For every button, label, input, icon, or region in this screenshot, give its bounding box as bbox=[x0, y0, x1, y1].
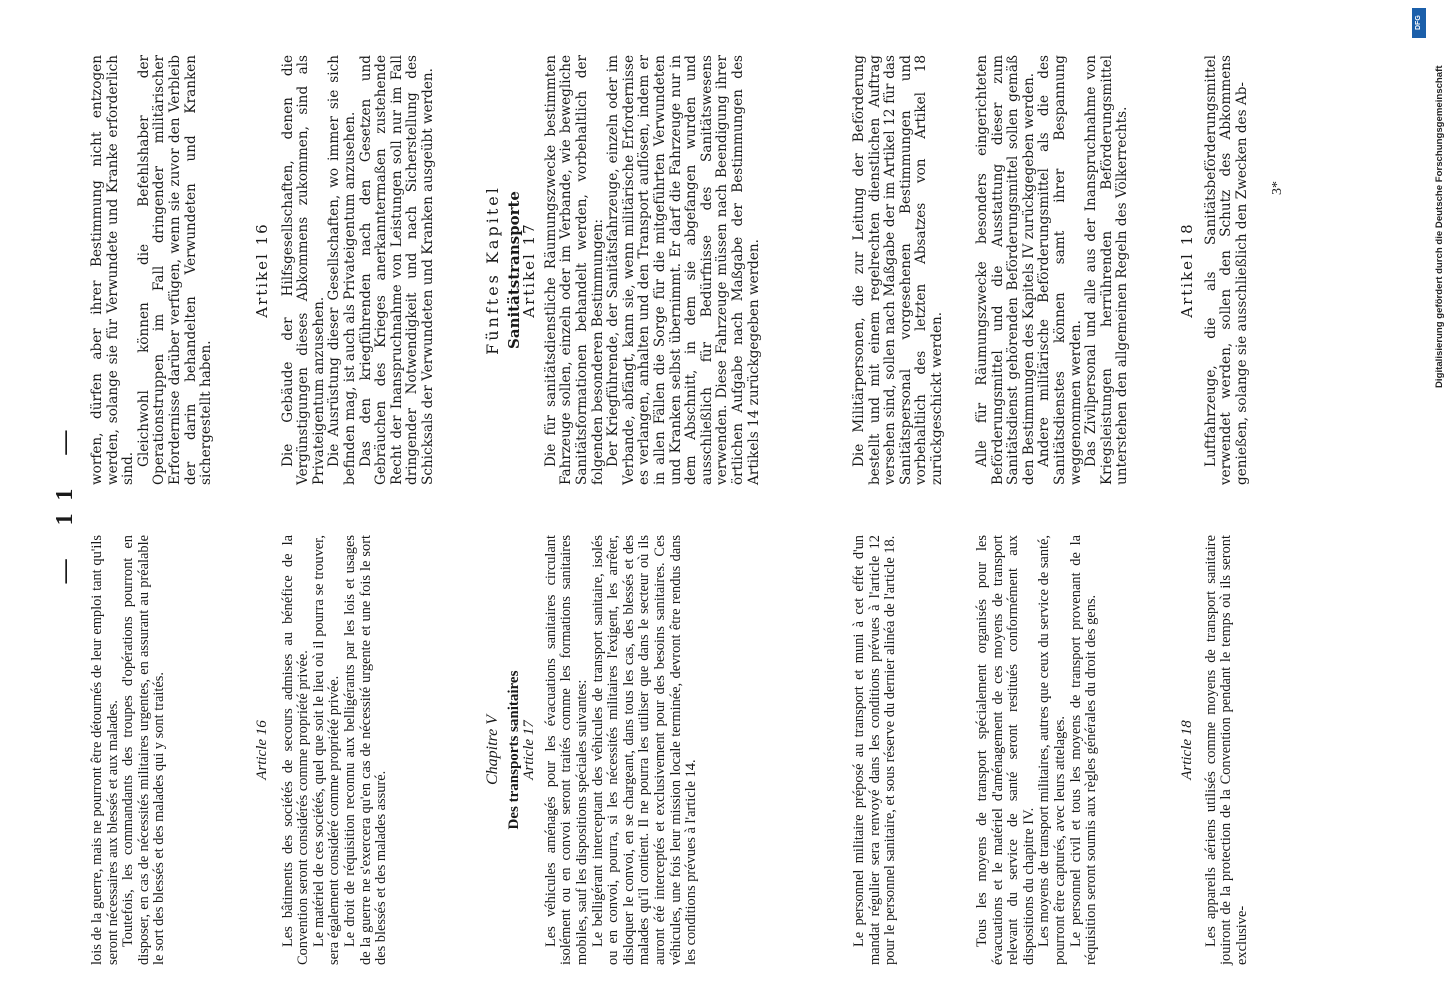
section-continuation bbox=[90, 25, 215, 975]
paragraph: lois de la guerre, mais ne pourront être détournés de leur emploi tant qu'ils seront nécessaires aux blessés et aux malades. bbox=[89, 535, 121, 965]
paragraph: Die Gebäude der Hilfsgesellschaften, denen die Vergünstigungen dieses Abkommens zukommen, sind als Privateigentum anzusehen. bbox=[279, 55, 327, 485]
paragraph: Le personnel militaire préposé au transport et muni à cet effet d'un mandat régulier sera renvoyé dans les conditions prévues à l'article 12 pour le personnel sanitaire, et sous réserve du dernier alinéa de l'article 18. bbox=[851, 535, 899, 965]
paragraph: Luftfahrzeuge, die als Sanitätsbeförderungsmittel verwendet werden, sollen den Schutz des Abkommens genießen, solange sie ausschließlich den Zwecken des Ab- bbox=[1202, 55, 1250, 485]
article-heading: Article 18 bbox=[1179, 720, 1195, 780]
paragraph: Die Militärpersonen, die zur Leitung der Beförderung bestellt und mit einem regelrechten dienstlichen Auftrag versehen sind, sollen nach Maßgabe der im Artikel 12 für das Sanitätspersonal vorgesehenen Bestimmungen und vorbehaltlich des letzten Absatzes von Artikel 18 zurückgeschickt werden. bbox=[851, 55, 945, 485]
french-column bbox=[852, 535, 946, 965]
french-column bbox=[90, 535, 215, 965]
page-number: — 11 — bbox=[52, 416, 78, 584]
paragraph: Le matériel de ces sociétés, quel que soit le lieu où il pourra se trouver, sera également considéré comme propriété privée. bbox=[310, 535, 343, 965]
paragraph: Le droit de réquisition reconnu aux belligérants par les lois et usages de la guerre ne s'exercera qu'en cas de nécessité urgente et une fois le sort des blessés et des malades assuré. bbox=[341, 535, 390, 965]
article-heading: Artikel 16 bbox=[253, 222, 271, 318]
paragraph: Les moyens de transport militaires, autres que ceux du service de santé, pourront être capturés, avec leurs attelages. bbox=[1036, 535, 1068, 965]
paragraph: Tous les moyens de transport spécialement organisés pour les évacuations et le matériel d'aménagement de ces moyens de transport relevant du service de santé seront restitués conformément aux dispositions du chapitre IV. bbox=[974, 535, 1037, 965]
chapter-title: Sanitätstransporte bbox=[504, 191, 523, 349]
paragraph: Le personnel civil et tous les moyens de transport provenant de la réquisition seront soumis aux règles générales du droit des gens. bbox=[1067, 535, 1100, 965]
german-column bbox=[485, 55, 762, 485]
german-column bbox=[975, 55, 1131, 485]
french-column bbox=[485, 535, 762, 965]
section-transport-means bbox=[975, 25, 1131, 975]
paragraph: worfen, dürfen aber ihrer Bestimmung nicht entzogen werden, solange sie für Verwundete und Kranke erforderlich sind. bbox=[89, 55, 137, 485]
french-column bbox=[255, 535, 437, 965]
rotated-page bbox=[40, 25, 1380, 975]
dfg-logo: DFG bbox=[1412, 8, 1426, 38]
french-column bbox=[1180, 535, 1250, 965]
section-chapter-5 bbox=[485, 25, 762, 975]
article-heading: Artikel 17 bbox=[520, 222, 539, 318]
paragraph: Die für sanitätsdienstliche Räumungszwecke bestimmten Fahrzeuge sollen, einzeln oder im Verbande, wie bewegliche Sanitätsformationen behandelt werden, vorbehaltlich der folgenden besonderen Bestimmungen: bbox=[542, 55, 606, 485]
article-heading: Article 16 bbox=[254, 720, 270, 780]
paragraph: Les appareils aériens utilisés comme moyens de transport sanitaire jouiront de la protection de la Convention pendant le temps où ils seront exclusive- bbox=[1202, 535, 1250, 965]
paragraph: Le belligérant interceptant des véhicules de transport sanitaire, isolés ou en convoi, pourra, si les nécessités militaires l'exigent, les arrêter, disloquer le convoi, en se chargeant, dans tous les cas, des blessés et des malades qu'il contient. Il ne pourra les utiliser que dans le secteur où ils auront été interceptés et exclusivement pour des besoins sanitaires. Ces véhicules, une fois leur mission locale terminée, devront être rendus dans les conditions prévues à l'article 14. bbox=[589, 535, 700, 965]
german-column bbox=[1180, 55, 1250, 485]
section-military-personnel bbox=[852, 25, 946, 975]
german-column bbox=[852, 55, 946, 485]
section-article-18 bbox=[1180, 25, 1250, 975]
article-heading: Article 17 bbox=[521, 720, 538, 780]
paragraph: Die Ausrüstung dieser Gesellschaften, wo immer sie sich befinden mag, ist auch als Privateigentum anzusehen. bbox=[326, 55, 358, 485]
section-article-16 bbox=[255, 25, 437, 975]
chapter-heading: Fünftes Kapitel bbox=[483, 185, 502, 355]
paragraph: Les véhicules aménagés pour les évacuations sanitaires circulant isolément ou en convoi seront traités comme les formations sanitaires mobiles, sauf les dispositions spéciales suivantes: bbox=[542, 535, 590, 965]
paragraph: Les bâtiments des sociétés de secours admises au bénéfice de la Convention seront considérés comme propriété privée. bbox=[279, 535, 312, 965]
digitization-credit bbox=[1410, 8, 1445, 388]
chapter-title: Des transports sanitaires bbox=[505, 670, 522, 830]
paragraph: Andere militärische Beförderungsmittel als die des Sanitätsdienstes können samt ihrer Bespannung weggenommen werden. bbox=[1036, 55, 1084, 485]
paragraph: Gleichwohl können die Befehlshaber der Operationstruppen im Fall dringender militärischer Erfordernisse darüber verfügen, wenn sie zuvor den Verbleib der darin behandelten Verwundeten und Kranken sichergestellt haben. bbox=[135, 55, 215, 485]
french-column bbox=[975, 535, 1131, 965]
article-heading: Artikel 18 bbox=[1178, 222, 1196, 318]
german-column bbox=[90, 55, 215, 485]
paragraph: Der Kriegführende, der Sanitätsfahrzeuge, einzeln oder im Verbande, abfängt, kann sie, wenn militärische Erfordernisse es verlangen, anhalten und den Transport auflösen, indem er in allen Fällen die Sorge für die mitgeführten Verwundeten und Kranken selbst übernimmt. Er darf die Fahrzeuge nur in dem Abschnitt, in dem sie abgefangen wurden und ausschließlich für Bedürfnisse des Sanitätswesens verwenden. Diese Fahrzeuge müssen nach Beendigung ihrer örtlichen Aufgabe nach Maßgabe der Bestimmungen des Artikels 14 zurückgegeben werden. bbox=[605, 55, 762, 485]
german-column bbox=[255, 55, 437, 485]
signature-mark: 3* bbox=[1270, 181, 1285, 195]
paragraph: Das Zivilpersonal und alle aus der Inanspruchnahme von Kriegsleistungen herrührenden Beförderungsmittel unterstehen den allgemeinen Regeln des Völkerrechts. bbox=[1083, 55, 1131, 485]
paragraph: Toutefois, les commandants des troupes d'opérations pourront en disposer, en cas de nécessités militaires urgentes, en assurant au préalable le sort des blessés et des malades qui y sont traités. bbox=[120, 535, 168, 965]
paragraph: Alle für Räumungszwecke besonders eingerichteten Beförderungsmittel und die Ausstattung dieser zum Sanitätsdienst gehörenden Beförderungsmittel sollen gemäß den Bestimmungen des Kapitels IV zurückgegeben werden. bbox=[974, 55, 1037, 485]
chapter-heading: Chapitre V bbox=[484, 714, 501, 786]
paragraph: Das den kriegführenden nach den Gesetzen und Gebräuchen des Krieges anerkanntermaßen zustehende Recht der Inanspruchnahme von Leistungen soll nur im Fall dringender Notwendigkeit und nach Sicherstellung des Schicksals der Verwundeten und Kranken ausgeübt werden. bbox=[357, 55, 436, 485]
credit-text: Digitalisierung gefördert durch die Deutsche Forschungsgemeinschaft bbox=[1434, 65, 1445, 388]
